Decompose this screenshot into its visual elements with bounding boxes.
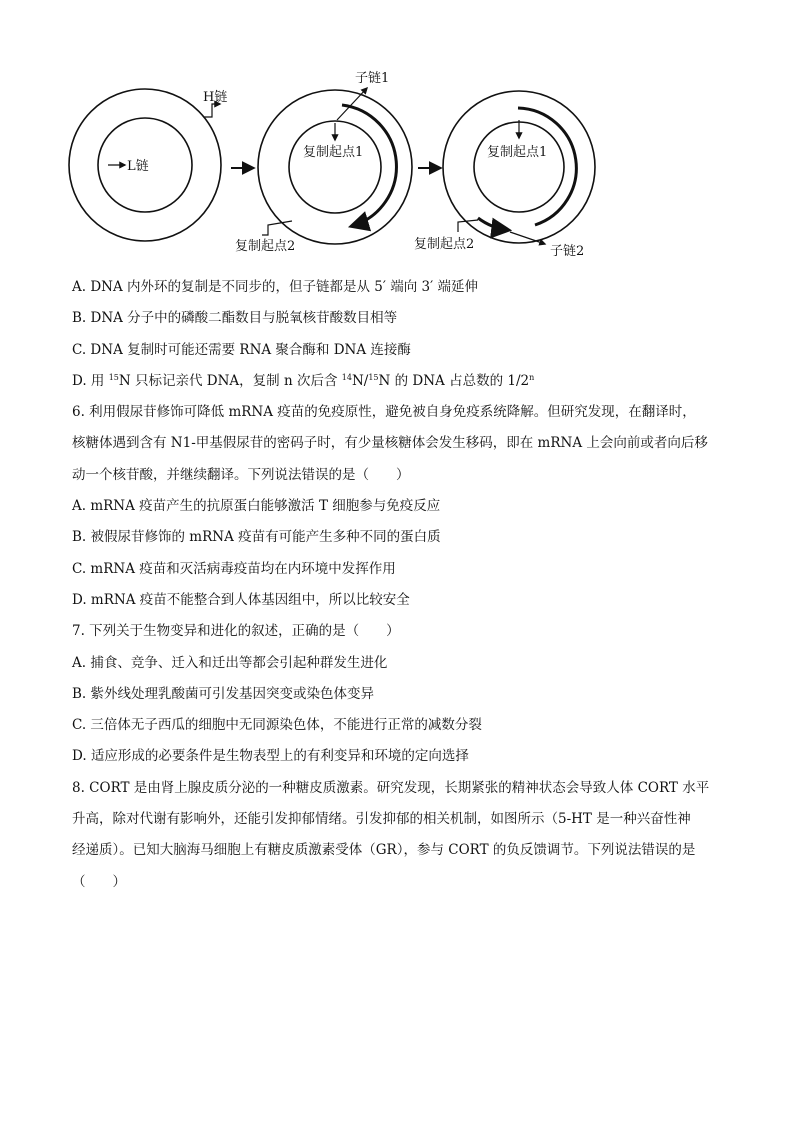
q8-stem-line-4: （ ） <box>72 873 126 890</box>
question-text <box>72 272 732 898</box>
q6-stem-line-2: 核糖体遇到含有 N1-甲基假尿苷的密码子时，有少量核糖体会发生移码，即在 mRNA 上会向前或者向后移 <box>72 435 708 452</box>
q5-option-b: B. DNA 分子中的磷酸二酯数目与脱氧核苷酸数目相等 <box>72 310 398 327</box>
q5-option-d: D. 用 $^{15}$N 只标记亲代 DNA，复制 n 次后含 $^{14}$N/$^{15}$N 的 DNA 占总数的 1/2$^n$ <box>72 372 535 389</box>
q7-option-a: A. 捕食、竞争、迁入和迁出等都会引起种群发生进化 <box>72 654 388 671</box>
plasmid-stage-2 <box>235 71 412 254</box>
h-chain-arrow <box>204 104 220 117</box>
origin-2-label-c: 复制起点2 <box>414 237 475 252</box>
q5-option-c: C. DNA 复制时可能还需要 RNA 聚合酶和 DNA 连接酶 <box>72 341 411 358</box>
origin-1-label: 复制起点1 <box>303 145 364 160</box>
q7-option-d: D. 适应形成的必要条件是生物表型上的有利变异和环境的定向选择 <box>72 748 469 765</box>
daughter-1-pointer <box>337 88 367 120</box>
q7-stem: 7. 下列关于生物变异和进化的叙述，正确的是（ ） <box>72 623 400 640</box>
q6-option-d: D. mRNA 疫苗不能整合到人体基因组中，所以比较安全 <box>72 591 410 608</box>
q6-stem-line-3: 动一个核苷酸，并继续翻译。下列说法错误的是（ ） <box>72 466 410 483</box>
q7-option-c: C. 三倍体无子西瓜的细胞中无同源染色体，不能进行正常的减数分裂 <box>72 717 482 734</box>
plasmid-stage-3 <box>414 91 595 259</box>
origin-2-label: 复制起点2 <box>235 239 296 254</box>
q6-option-b: B. 被假尿苷修饰的 mRNA 疫苗有可能产生多种不同的蛋白质 <box>72 529 441 546</box>
daughter-chain-2-label: 子链2 <box>550 244 585 259</box>
daughter-chain-1-label: 子链1 <box>355 71 390 86</box>
q5-option-a: A. DNA 内外环的复制是不同步的，但子链都是从 5′ 端向 3′ 端延伸 <box>72 279 478 295</box>
h-chain-label: H链 <box>203 90 228 105</box>
q6-option-c: C. mRNA 疫苗和灭活病毒疫苗均在内环境中发挥作用 <box>72 560 396 577</box>
q6-option-a: A. mRNA 疫苗产生的抗原蛋白能够激活 T 细胞参与免疫反应 <box>72 498 441 515</box>
q8-stem-line-2: 升高，除对代谢有影响外，还能引发抑郁情绪。引发抑郁的相关机制，如图所示（5-HT 是一种兴奋性神 <box>72 811 691 828</box>
daughter-chain-1-arc-c <box>518 108 576 225</box>
l-chain-label: L链 <box>127 159 149 174</box>
q6-stem-line-1: 6. 利用假尿苷修饰可降低 mRNA 疫苗的免疫原性，避免被自身免疫系统降解。但研究发现，在翻译时， <box>72 404 696 421</box>
dna-replication-figure <box>0 60 794 265</box>
q8-stem-line-3: 经递质）。已知大脑海马细胞上有糖皮质激素受体（GR），参与 CORT 的负反馈调节。下列说法错误的是 <box>72 842 696 859</box>
q7-option-b: B. 紫外线处理乳酸菌可引发基因突变或染色体变异 <box>72 685 375 702</box>
origin-1-label-c: 复制起点1 <box>487 145 548 160</box>
q8-stem-line-1: 8. CORT 是由肾上腺皮质分泌的一种糖皮质激素。研究发现，长期紧张的精神状态会导致人体 CORT 水平 <box>72 779 710 796</box>
plasmid-original <box>69 89 227 241</box>
daughter-chain-2-arc <box>478 218 508 230</box>
origin-2-pointer-c <box>458 220 478 232</box>
